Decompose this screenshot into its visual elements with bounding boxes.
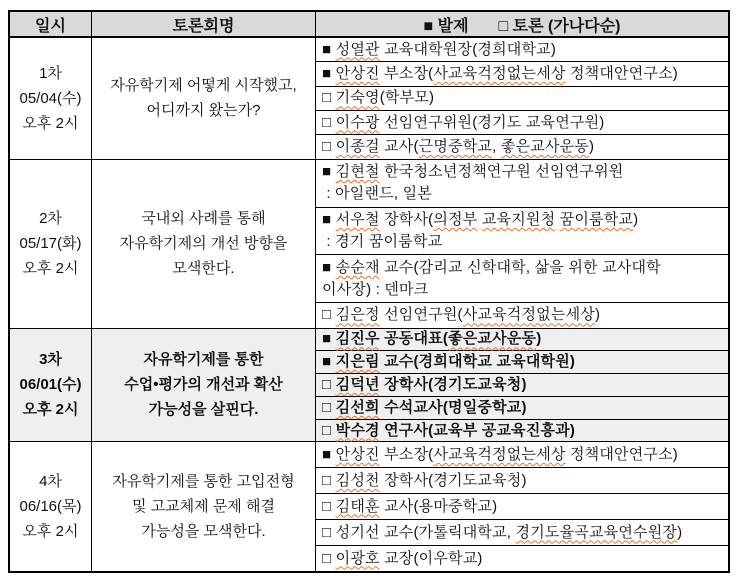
entry-text: 부소장( bbox=[379, 445, 434, 463]
entry-text: ) bbox=[536, 330, 542, 348]
entry-text: 한국청소년정책연구원 선임연구위원 bbox=[379, 163, 624, 181]
panel-entry bbox=[316, 111, 728, 135]
entry-line bbox=[322, 183, 723, 205]
entry-text: (학부모) bbox=[379, 89, 435, 107]
entry-text: 부소장( bbox=[379, 65, 434, 83]
session-row-4 bbox=[10, 442, 728, 571]
entry-text: : 경기 꿈이룸학교 bbox=[322, 232, 443, 250]
panel-cell bbox=[316, 160, 728, 328]
entry-text: 수석교사(명일중학교) bbox=[379, 398, 527, 416]
panel-entry bbox=[316, 303, 728, 327]
entry-line bbox=[322, 548, 723, 570]
date-line: 06/01(수) bbox=[19, 376, 82, 394]
entry-text: 이사장) : 덴마크 bbox=[322, 280, 429, 298]
panel-entry bbox=[316, 329, 728, 352]
spellcheck-underlined-text: 김덕년 bbox=[335, 376, 380, 393]
entry-line bbox=[322, 231, 723, 253]
table-header-row bbox=[10, 12, 728, 38]
entry-text: 선임연구위원(경기도 교육연구원) bbox=[379, 113, 605, 131]
spellcheck-underlined-text: 사교육걱정없는세상 bbox=[433, 445, 566, 463]
panel-entry bbox=[316, 397, 728, 420]
title-line: 자유학기제 어떻게 시작했고, bbox=[110, 77, 297, 95]
entry-text: 교수(감리교 신학대학, 삶을 위한 교사대학 bbox=[379, 258, 661, 276]
spellcheck-underlined-text: 안상진 bbox=[335, 65, 380, 83]
spellcheck-underlined-text: 사교육걱정없는세상 bbox=[433, 65, 566, 83]
entry-text: □ bbox=[322, 113, 336, 131]
date-line: 1차 bbox=[39, 64, 62, 82]
legend-discussant-label: □ 토론 (가나다순) bbox=[498, 17, 621, 35]
title-line: 수업•평가의 개선과 확산 bbox=[124, 376, 283, 394]
entry-text: ) bbox=[633, 210, 639, 228]
entry-text: 교수(경희대학교 교육대학원) bbox=[379, 353, 576, 371]
spellcheck-underlined-text: 이수광 bbox=[335, 113, 380, 131]
entry-line bbox=[322, 63, 723, 85]
entry-line bbox=[322, 522, 723, 544]
entry-text: ) bbox=[594, 306, 601, 324]
session-row-2 bbox=[10, 160, 728, 329]
panel-entry bbox=[316, 87, 728, 111]
entry-text: □ bbox=[322, 398, 336, 416]
title-line: 어디까지 왔는가? bbox=[146, 102, 261, 120]
panel-cell bbox=[316, 442, 728, 571]
entry-text: 장학사(경기도교육청) bbox=[379, 376, 527, 393]
entry-line bbox=[322, 257, 723, 279]
entry-text: 공동대표( bbox=[379, 330, 449, 348]
entry-text: ) bbox=[677, 523, 683, 541]
title-cell bbox=[92, 442, 316, 571]
spellcheck-underlined-text: 좋은교사운동 bbox=[448, 330, 537, 348]
spellcheck-underlined-text: 의정부 bbox=[433, 210, 478, 228]
entry-line bbox=[322, 112, 723, 134]
panel-entry bbox=[316, 442, 728, 468]
panel-entry bbox=[316, 468, 728, 494]
panel-entry bbox=[316, 135, 728, 158]
spellcheck-underlined-text: 지은림 bbox=[335, 353, 380, 371]
entry-line bbox=[322, 279, 723, 301]
entry-text: □ bbox=[322, 421, 336, 439]
entry-text: ■ bbox=[322, 163, 336, 181]
entry-text: 선임연구원( bbox=[379, 306, 463, 324]
spellcheck-underlined-text: 송순재 bbox=[335, 258, 380, 276]
entry-text: □ bbox=[322, 497, 336, 515]
entry-line bbox=[322, 39, 723, 61]
panel-cell bbox=[316, 329, 728, 442]
entry-line bbox=[322, 496, 723, 518]
spellcheck-underlined-text: 박수경 bbox=[335, 421, 380, 439]
entry-text: ■ bbox=[322, 210, 336, 228]
date-line: 오후 2시 bbox=[22, 114, 79, 132]
entry-text: 장학사( bbox=[379, 210, 434, 228]
title-line: 가능성을 살핀다. bbox=[148, 401, 259, 419]
panel-entry bbox=[316, 38, 728, 62]
entry-text: 교사(용마중학교) bbox=[379, 497, 498, 515]
entry-line bbox=[322, 420, 723, 442]
spellcheck-underlined-text: 김진우 bbox=[335, 330, 380, 348]
entry-text: 교장(이우학교) bbox=[379, 549, 483, 567]
title-line: 자유학기제의 개선 방향을 bbox=[119, 235, 288, 253]
date-line: 05/17(화) bbox=[19, 235, 82, 253]
date-line: 06/16(목) bbox=[19, 498, 82, 516]
entry-text: : 아일랜드, 일본 bbox=[322, 185, 432, 203]
date-line: 3차 bbox=[39, 351, 62, 369]
panel-cell bbox=[316, 38, 728, 159]
entry-text: □ bbox=[322, 306, 336, 324]
spellcheck-underlined-text: 김성천 bbox=[335, 471, 380, 489]
header-cell-date: 일시 bbox=[10, 12, 92, 36]
panel-entry bbox=[316, 351, 728, 374]
entry-line bbox=[322, 161, 723, 183]
header-cell-panel bbox=[316, 12, 728, 36]
spellcheck-underlined-text: 김태훈 bbox=[335, 497, 380, 515]
entry-text: ■ bbox=[322, 353, 336, 371]
entry-line bbox=[322, 328, 723, 350]
entry-text: ■ bbox=[322, 445, 336, 463]
entry-line bbox=[322, 470, 723, 492]
entry-text: □ bbox=[322, 471, 336, 489]
schedule-table bbox=[8, 10, 730, 573]
entry-text: 장학사(경기도교육청) bbox=[379, 471, 527, 489]
title-line: 자유학기제를 통한 bbox=[143, 351, 264, 369]
date-cell bbox=[10, 442, 92, 571]
date-line: 오후 2시 bbox=[22, 260, 79, 278]
spellcheck-underlined-text: 근명중학교 bbox=[418, 138, 493, 156]
entry-text: ■ bbox=[322, 40, 336, 58]
date-line: 05/04(수) bbox=[19, 89, 82, 107]
spellcheck-underlined-text: 기숙영 bbox=[335, 89, 380, 107]
title-line: 모색한다. bbox=[172, 260, 235, 278]
panel-entry bbox=[316, 255, 728, 303]
panel-entry bbox=[316, 520, 728, 546]
title-line: 및 고교체제 문제 해결 bbox=[132, 498, 275, 516]
entry-text: □ bbox=[322, 376, 336, 393]
session-row-1 bbox=[10, 38, 728, 160]
spellcheck-underlined-text: 김은정 bbox=[335, 306, 380, 324]
entry-text: 연구사(교육부 공교육진흥과) bbox=[379, 421, 576, 439]
entry-line bbox=[322, 209, 723, 231]
entry-line bbox=[322, 304, 723, 326]
date-cell bbox=[10, 160, 92, 328]
entry-line bbox=[322, 444, 723, 466]
session-row-3 bbox=[10, 329, 728, 443]
entry-text: ■ bbox=[322, 330, 336, 348]
spellcheck-underlined-text: 이광호 bbox=[335, 549, 380, 567]
date-line: 2차 bbox=[39, 210, 62, 228]
date-cell bbox=[10, 38, 92, 159]
entry-line bbox=[322, 374, 723, 396]
table-body bbox=[10, 38, 728, 571]
panel-entry bbox=[316, 208, 728, 256]
date-cell bbox=[10, 329, 92, 442]
date-line: 오후 2시 bbox=[22, 523, 79, 541]
entry-text: ■ bbox=[322, 258, 336, 276]
entry-line bbox=[322, 397, 723, 419]
entry-text: □ bbox=[322, 89, 336, 107]
entry-text: 정책대안연구소) bbox=[565, 445, 678, 463]
legend-presenter-label: ■ 발제 bbox=[423, 17, 469, 35]
spellcheck-underlined-text: 이종걸 bbox=[335, 138, 380, 156]
entry-text: ) bbox=[589, 138, 595, 156]
title-line: 국내외 사례를 통해 bbox=[141, 210, 266, 228]
spellcheck-underlined-text: 김선희 bbox=[335, 398, 380, 416]
title-cell bbox=[92, 160, 316, 328]
title-line: 가능성을 모색한다. bbox=[141, 523, 266, 541]
header-cell-title: 토론회명 bbox=[92, 12, 316, 36]
panel-entry bbox=[316, 374, 728, 397]
entry-text: □ 성기선 교수(가톨릭대학교, bbox=[322, 523, 516, 541]
date-line: 오후 2시 bbox=[22, 401, 79, 419]
spellcheck-underlined-text: 안상진 bbox=[335, 445, 380, 463]
entry-line bbox=[322, 351, 723, 373]
panel-entry bbox=[316, 160, 728, 208]
panel-entry bbox=[316, 546, 728, 571]
spellcheck-underlined-text: 꿈이룸학교 bbox=[559, 210, 634, 228]
spellcheck-underlined-text: 김현철 bbox=[335, 163, 380, 181]
panel-entry bbox=[316, 494, 728, 520]
entry-text: 교육대학원장(경희대학교) bbox=[379, 40, 557, 58]
entry-text: □ bbox=[322, 138, 336, 156]
entry-text: 정책대안연구소) bbox=[565, 65, 678, 83]
entry-text: □ bbox=[322, 549, 336, 567]
entry-text: ■ bbox=[322, 65, 336, 83]
panel-entry bbox=[316, 420, 728, 442]
spellcheck-underlined-text: 성열관 bbox=[335, 40, 380, 58]
entry-text: , bbox=[492, 138, 501, 156]
spellcheck-underlined-text: 교육지원청 bbox=[481, 210, 556, 228]
spellcheck-underlined-text: 사교육걱정없는세상 bbox=[462, 306, 595, 324]
date-line: 4차 bbox=[39, 473, 62, 491]
spellcheck-underlined-text: 경기도율곡교육연수원장 bbox=[515, 523, 678, 541]
spellcheck-underlined-text: 좋은교사운동 bbox=[500, 138, 590, 156]
entry-line bbox=[322, 136, 723, 158]
title-cell bbox=[92, 38, 316, 159]
spellcheck-underlined-text: 서우철 bbox=[335, 210, 380, 228]
title-line: 자유학기제를 통한 고입전형 bbox=[112, 473, 295, 491]
entry-text: 교사( bbox=[379, 138, 419, 156]
panel-entry bbox=[316, 62, 728, 86]
entry-line bbox=[322, 87, 723, 109]
title-cell bbox=[92, 329, 316, 442]
